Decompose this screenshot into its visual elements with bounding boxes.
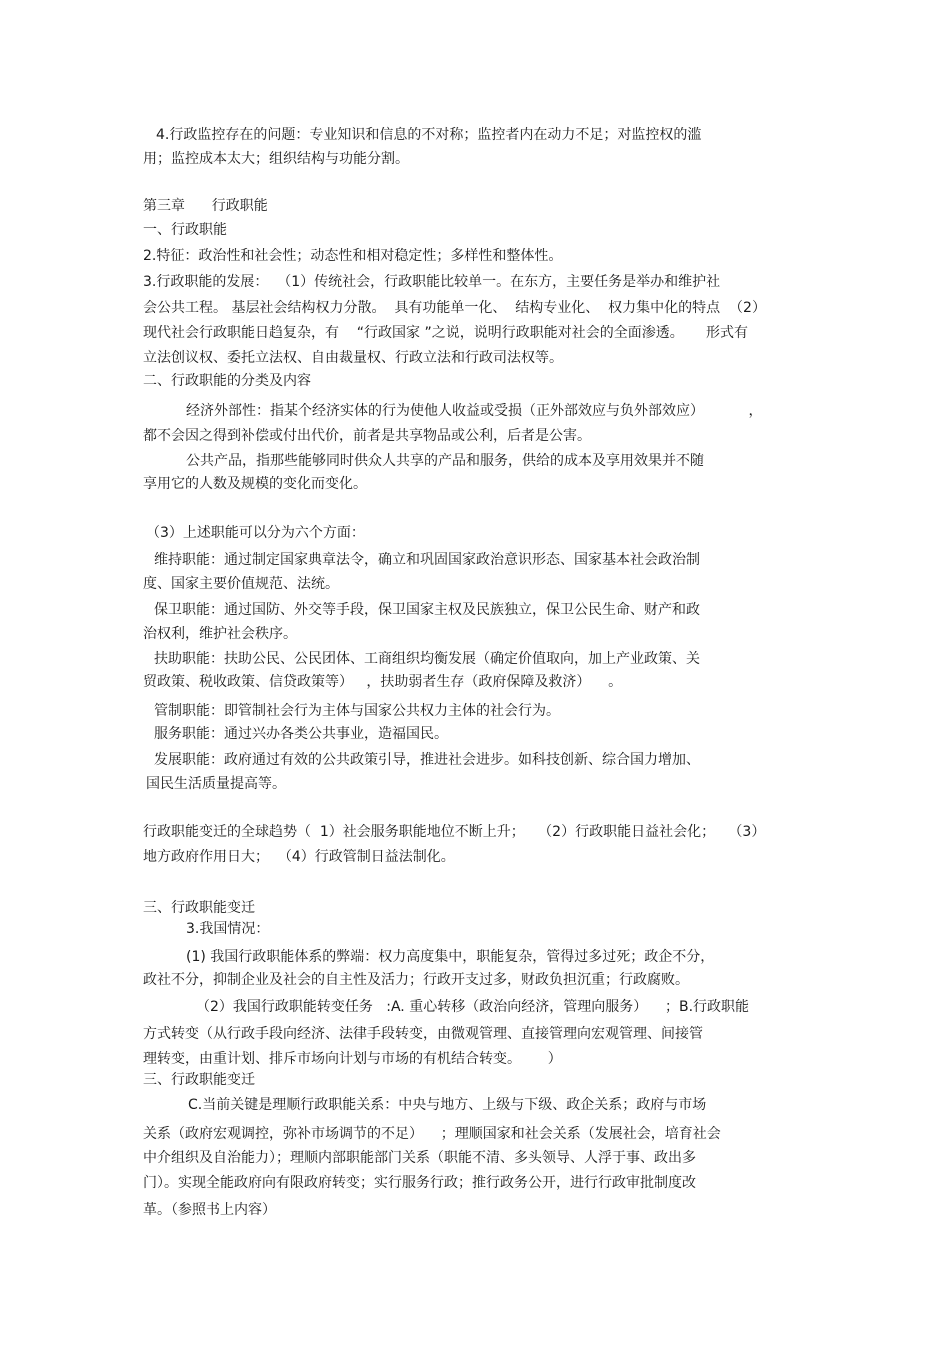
text-line: （3）上述职能可以分为六个方面： bbox=[146, 525, 365, 541]
section-heading: 二、行政职能的分类及内容 bbox=[143, 373, 311, 389]
text-line: 地方政府作用日大； （4）行政管制日益法制化。 bbox=[143, 849, 455, 865]
text-line: 革。（参照书上内容） bbox=[143, 1202, 276, 1218]
section-heading: 三、行政职能变迁 bbox=[143, 1072, 255, 1088]
text-line: 扶助职能：扶助公民、公民团体、工商组织均衡发展（确定价值取向，加上产业政策、关 bbox=[154, 651, 700, 667]
text-line: 保卫职能：通过国防、外交等手段，保卫国家主权及民族独立，保卫公民生命、财产和政 bbox=[154, 602, 700, 618]
text-line: 立法创议权、委托立法权、自由裁量权、行政立法和行政司法权等。 bbox=[143, 350, 563, 366]
text-line: 3.行政职能的发展： （1）传统社会，行政职能比较单一。在东方，主要任务是举办和维护社 bbox=[143, 274, 721, 290]
text-line: (1) 我国行政职能体系的弊端：权力高度集中，职能复杂，管得过多过死；政企不分， bbox=[186, 949, 715, 965]
text-line: 4.行政监控存在的问题：专业知识和信息的不对称；监控者内在动力不足；对监控权的滥 bbox=[156, 127, 702, 143]
text-line: 门）。实现全能政府向有限政府转变；实行服务行政；推行政务公开，进行行政审批制度改 bbox=[143, 1175, 696, 1191]
text-line: 政社不分，抑制企业及社会的自主性及活力；行政开支过多，财政负担沉重；行政腐败。 bbox=[143, 972, 689, 988]
text-line: 方式转变（从行政手段向经济、法律手段转变，由微观管理、直接管理向宏观管理、间接管 bbox=[143, 1026, 703, 1042]
text-line: 中介组织及自治能力）；理顺内部职能部门关系（职能不清、多头领导、人浮于事、政出多 bbox=[143, 1150, 696, 1166]
text-line: 行政职能变迁的全球趋势（ 1）社会服务职能地位不断上升； （2）行政职能日益社会化； （3） bbox=[143, 824, 766, 840]
text-line: 会公共工程。 基层社会结构权力分散。 具有功能单一化、 结构专业化、 权力集中化的特点 （2） bbox=[143, 300, 766, 316]
text-line: 享用它的人数及规模的变化而变化。 bbox=[143, 476, 367, 492]
text-line: 服务职能：通过兴办各类公共事业，造福国民。 bbox=[154, 726, 448, 742]
text-line: 维持职能：通过制定国家典章法令，确立和巩固国家政治意识形态、国家基本社会政治制 bbox=[154, 552, 700, 568]
section-heading: 三、行政职能变迁 bbox=[143, 900, 255, 916]
text-line: 理转变，由重计划、排斥市场向计划与市场的有机结合转变。 ） bbox=[143, 1051, 562, 1067]
chapter-heading: 第三章 行政职能 bbox=[143, 198, 268, 214]
text-line: 国民生活质量提高等。 bbox=[146, 776, 286, 792]
text-line: 3.我国情况： bbox=[186, 921, 270, 937]
text-line: 用；监控成本太大；组织结构与功能分割。 bbox=[143, 151, 409, 167]
text-line: （2）我国行政职能转变任务 :A. 重心转移（政治向经济，管理向服务） ；B.行政职能 bbox=[196, 999, 750, 1015]
text-line: 经济外部性：指某个经济实体的行为使他人收益或受损（正外部效应与负外部效应） ， bbox=[186, 403, 763, 419]
text-line: 公共产品，指那些能够同时供众人共享的产品和服务，供给的成本及享用效果并不随 bbox=[186, 453, 704, 469]
text-line: 贸政策、税收政策、信贷政策等） ，扶助弱者生存（政府保障及救济） 。 bbox=[143, 674, 623, 690]
text-line: 度、国家主要价值规范、法统。 bbox=[143, 576, 339, 592]
text-line: 2.特征：政治性和社会性；动态性和相对稳定性；多样性和整体性。 bbox=[143, 248, 563, 264]
text-line: 现代社会行政职能日趋复杂，有 “行政国家 ”之说，说明行政职能对社会的全面渗透。 形式有 bbox=[143, 325, 749, 341]
text-line: C.当前关键是理顺行政职能关系：中央与地方、上级与下级、政企关系；政府与市场 bbox=[188, 1097, 707, 1113]
text-line: 关系（政府宏观调控，弥补市场调节的不足） ；理顺国家和社会关系（发展社会，培育社会 bbox=[143, 1126, 721, 1142]
text-line: 管制职能：即管制社会行为主体与国家公共权力主体的社会行为。 bbox=[154, 703, 560, 719]
text-line: 治权利，维护社会秩序。 bbox=[143, 626, 297, 642]
section-heading: 一、行政职能 bbox=[143, 222, 227, 238]
text-line: 都不会因之得到补偿或付出代价，前者是共享物品或公利，后者是公害。 bbox=[143, 428, 591, 444]
text-line: 发展职能：政府通过有效的公共政策引导，推进社会进步。如科技创新、综合国力增加、 bbox=[154, 752, 700, 768]
